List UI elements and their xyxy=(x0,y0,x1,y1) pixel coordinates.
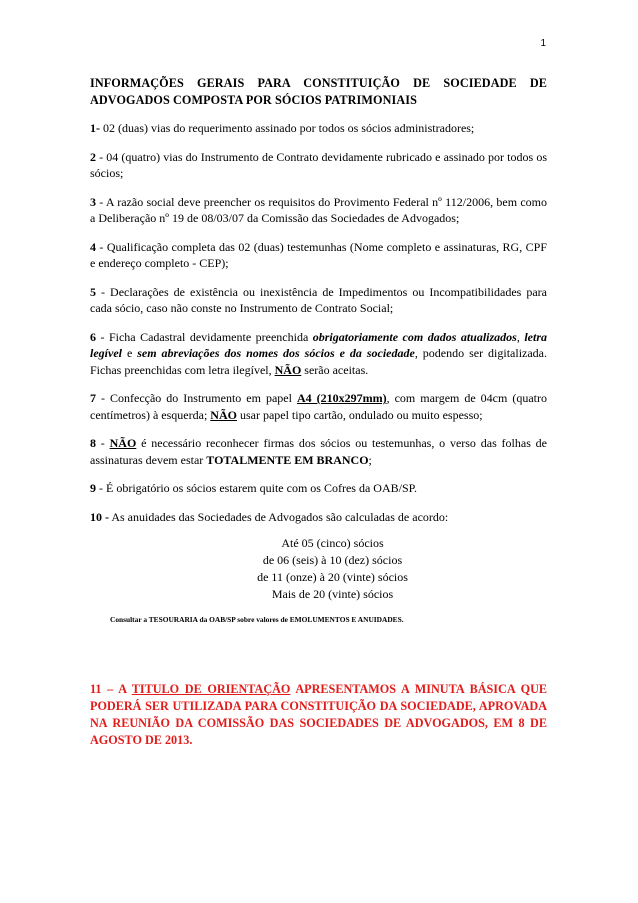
consult-note: Consultar a TESOURARIA da OAB/SP sobre valores de EMOLUMENTOS E ANUIDADES. xyxy=(110,615,404,624)
item-6 xyxy=(90,329,547,379)
item-3 xyxy=(90,194,547,227)
item-text: - xyxy=(96,436,110,450)
item-number: 9 xyxy=(90,481,96,495)
page-number: 1 xyxy=(540,38,546,49)
document-body xyxy=(90,75,547,761)
item-text: - Qualificação completa das 02 (duas) testemunhas (Nome completo e assinaturas, RG, CPF e endereço completo - CEP); xyxy=(90,239,547,270)
closing-text: 11 – A xyxy=(90,681,132,696)
item-text: - É obrigatório os sócios estarem quite com os Cofres da OAB/SP. xyxy=(96,481,417,495)
item-number: 2 xyxy=(90,149,96,164)
item-2 xyxy=(90,149,547,182)
item-number: 10 - xyxy=(90,509,109,524)
emphasis-nao: NÃO xyxy=(109,436,137,450)
item-text: - Ficha Cadastral devidamente preenchida xyxy=(96,329,313,344)
item-number: 7 xyxy=(90,391,96,405)
fee-tier: Até 05 (cinco) sócios xyxy=(281,536,384,550)
item-number: 4 xyxy=(90,239,96,254)
emphasis-no-abbreviations: sem abreviações dos nomes dos sócios e da sociedade xyxy=(137,346,415,360)
item-number: 5 xyxy=(90,284,96,299)
emphasis-nao: NÃO xyxy=(274,362,302,377)
closing-paragraph xyxy=(90,681,547,749)
item-text: - A razão social deve preencher os requisitos do Provimento Federal nº 112/2006, bem como a Deliberação nº 19 de 08/03/07 da Comissão das Sociedades de Advogados; xyxy=(90,194,547,225)
item-1 xyxy=(90,120,547,137)
item-text: As anuidades das Sociedades de Advogados são calculadas de acordo: xyxy=(109,509,449,524)
item-text: e xyxy=(121,346,138,360)
item-10 xyxy=(90,509,547,526)
emphasis-legible: letra legível xyxy=(90,329,548,360)
emphasis-updated-data: obrigatoriamente com dados atualizados xyxy=(312,329,517,344)
emphasis-blank: TOTALMENTE EM BRANCO xyxy=(206,452,369,467)
document-title: INFORMAÇÕES GERAIS PARA CONSTITUIÇÃO DE SOCIEDADE DE ADVOGADOS COMPOSTA POR SÓCIOS PATRIMONIAIS xyxy=(90,76,547,107)
item-8 xyxy=(90,435,547,468)
item-7 xyxy=(90,390,547,423)
item-text: é necessário reconhecer firmas dos sócios ou testemunhas, o verso das folhas de assinaturas devem estar xyxy=(90,436,548,467)
item-text: , podendo ser digitalizada. Fichas preenchidas com letra ilegível, xyxy=(90,346,548,377)
item-text: 02 (duas) vias do requerimento assinado por todos os sócios administradores; xyxy=(100,121,475,135)
fee-tier: de 06 (seis) à 10 (dez) sócios xyxy=(262,553,403,567)
fee-tier: de 11 (onze) à 20 (vinte) sócios xyxy=(257,570,408,584)
item-9 xyxy=(90,480,547,497)
item-text: ; xyxy=(368,452,372,467)
item-text: serão aceitas. xyxy=(301,362,369,377)
fee-tier-list xyxy=(90,535,547,603)
item-text: usar papel tipo cartão, ondulado ou muito espesso; xyxy=(236,407,483,422)
item-number: 8 xyxy=(90,436,96,450)
item-number: 3 xyxy=(90,194,96,209)
emphasis-paper-size: A4 (210x297mm) xyxy=(296,391,387,405)
item-4 xyxy=(90,239,547,272)
item-text: , com margem de 04cm (quatro centímetros) à esquerda; xyxy=(90,391,547,422)
item-text: - 04 (quatro) vias do Instrumento de Contrato devidamente rubricado e assinado por todos os sócios; xyxy=(90,149,547,180)
item-number: 1- xyxy=(90,121,100,135)
closing-text: APRESENTAMOS A MINUTA BÁSICA QUE PODERÁ SER UTILIZADA PARA CONSTITUIÇÃO DA SOCIEDADE, APROVADA NA REUNIÃO DA COMISSÃO DAS SOCIEDADES DE ADVOGADOS, EM 8 DE AGOSTO DE 2013. xyxy=(90,681,547,747)
item-text: - Confecção do Instrumento em papel xyxy=(96,391,297,405)
fee-tier: Mais de 20 (vinte) sócios xyxy=(271,587,394,601)
item-number: 6 xyxy=(90,329,96,344)
emphasis-nao: NÃO xyxy=(210,407,237,422)
closing-underlined: TITULO DE ORIENTAÇÃO xyxy=(131,681,291,696)
item-text: , xyxy=(516,329,525,344)
item-text: - Declarações de existência ou inexistência de Impedimentos ou Incompatibilidades para cada sócio, caso não conste no Instrumento de Contrato Social; xyxy=(90,284,547,315)
item-5 xyxy=(90,284,547,317)
